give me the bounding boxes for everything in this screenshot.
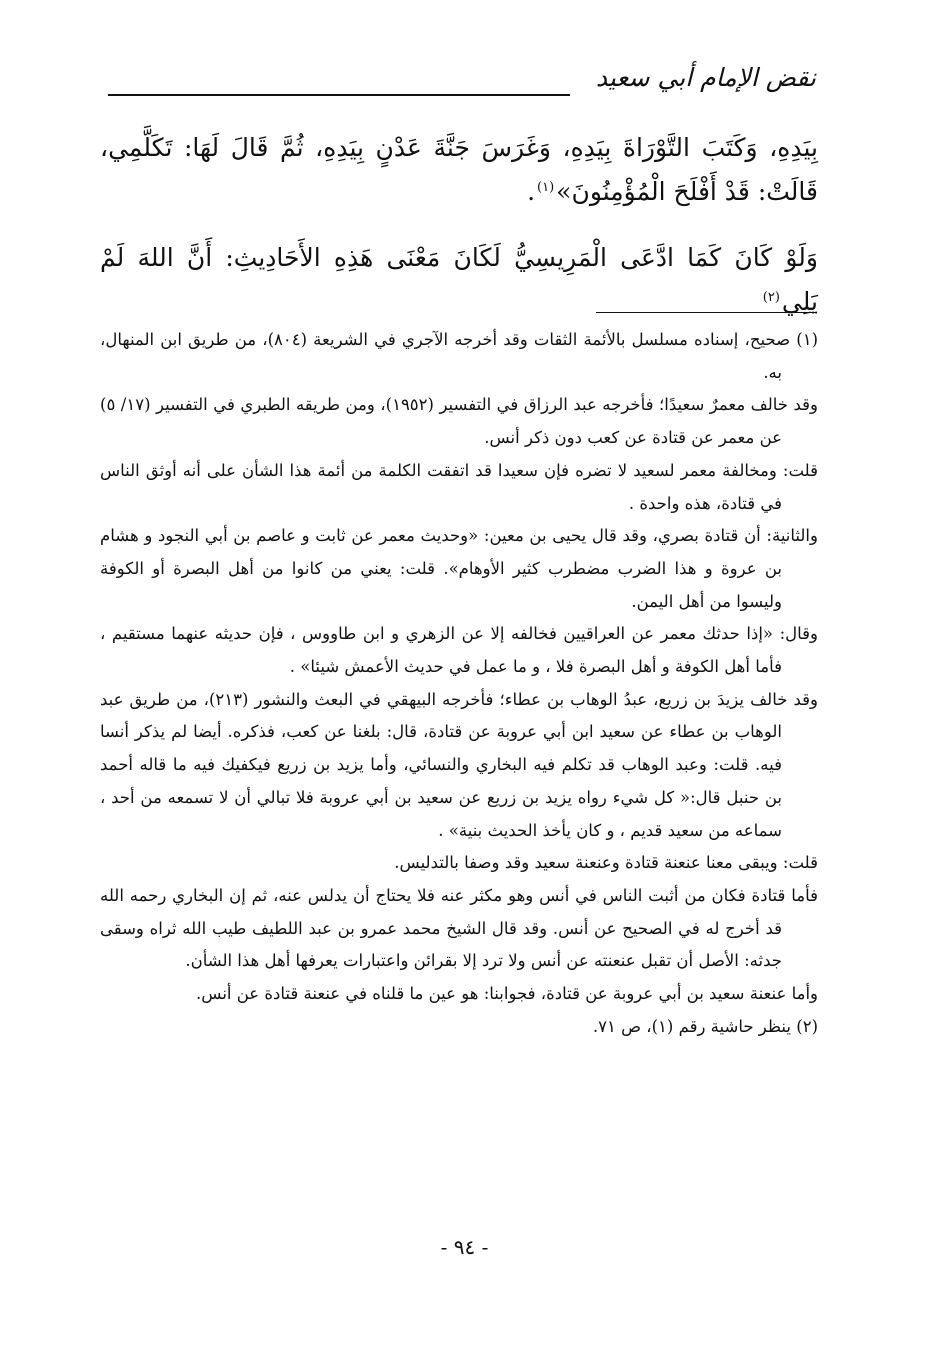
page-number: - ٩٤ - bbox=[440, 1235, 489, 1259]
main-text bbox=[100, 126, 818, 324]
footnote-paragraph: فأما قتادة فكان من أثبت الناس في أنس وهو مكثر عنه فلا يحتاج أن يدلس عنه، ثم إن البخاري رحمه الله قد أخرج له في الصحيح عن أنس. وقد قال الشيخ محمد عمرو بن عبد اللطيف طيب الله ثراه وسقى جدثه: الأصل أن تقبل عنعنته عن أنس ولا ترد إلا بقرائن واعتبارات يعرفها أهل هذا الشأن. bbox=[100, 885, 818, 971]
footnote-paragraph: وأما عنعنة سعيد بن أبي عروبة عن قتادة، فجوابنا: هو عين ما قلناه في عنعنة قتادة عن أنس. bbox=[196, 984, 818, 1004]
header-title: نقض الإمام أبي سعيد bbox=[595, 63, 816, 92]
footnote-paragraph: وقال: «إذا حدثك معمر عن العراقيين فخالفه إلا عن الزهري و ابن طاووس ، فإن حديثه عنهما مستقيم ، فأما أهل الكوفة و أهل البصرة فلا ، و ما عمل في حديث الأعمش شيئا» . bbox=[100, 624, 818, 677]
footnotes bbox=[100, 324, 818, 1043]
main-paragraph-2 bbox=[100, 236, 818, 324]
footnote-separator bbox=[596, 312, 816, 313]
footnote-1: (١) صحيح، إسناده مسلسل بالأئمة الثقات وقد أخرجه الآجري في الشريعة (٨٠٤)، من طريق ابن المنهال، به. bbox=[100, 330, 818, 382]
running-header bbox=[108, 60, 816, 100]
main-text-line-2: وَلَوْ كَانَ كَمَا ادَّعَى الْمَرِيسِيُّ لَكَانَ مَعْنَى هَذِهِ الأَحَادِيثِ: أَنَّ اللهَ لَمْ يَلِي bbox=[100, 243, 818, 316]
header-rule bbox=[108, 94, 570, 96]
footnote-paragraph: قلت: ويبقى معنا عنعنة قتادة وعنعنة سعيد وقد وصفا بالتدليس. bbox=[394, 853, 818, 873]
main-paragraph-1: بِيَدِهِ، وَكَتَبَ التَّوْرَاةَ بِيَدِهِ، وَغَرَسَ جَنَّةَ عَدْنٍ بِيَدِهِ، ثُمَّ قَالَ لَهَا: تَكَلَّمِي، قَالَتْ: قَدْ أَفْلَحَ الْمُؤْمِنُونَ»$^{(١)}$. bbox=[100, 133, 818, 206]
footnote-ref-1: (١) bbox=[537, 179, 555, 195]
footnote-ref-2: (٢) bbox=[762, 289, 780, 305]
main-text-line-1: بِيَدِهِ، وَكَتَبَ التَّوْرَاةَ بِيَدِهِ، وَغَرَسَ جَنَّةَ عَدْنٍ بِيَدِهِ، ثُمَّ قَالَ لَهَا: تَكَلَّمِي، قَالَتْ: قَدْ أَفْلَحَ الْمُؤْمِنُونَ» bbox=[100, 133, 818, 206]
footnote-paragraph: والثانية: أن قتادة بصري، وقد قال يحيى بن معين: «وحديث معمر عن ثابت و عاصم بن أبي النجود و هشام بن عروة و هذا الضرب مضطرب كثير الأوهام». قلت: يعني من كانوا من أهل البصرة أو الكوفة وليسوا من أهل اليمن. bbox=[100, 526, 818, 611]
footnote-paragraph: وقد خالف معمرٌ سعيدًا؛ فأخرجه عبد الرزاق في التفسير (١٩٥٢)، ومن طريقه الطبري في التفسير (١٧/ ٥) عن معمر عن قتادة عن كعب دون ذكر أنس. bbox=[100, 395, 819, 448]
footnote-paragraph: وقد خالف يزيدَ بن زريع، عبدُ الوهاب بن عطاء؛ فأخرجه البيهقي في البعث والنشور (٢١٣)، من طريق عبد الوهاب بن عطاء عن سعيد ابن أبي عروبة عن قتادة، قال: بلغنا عن كعب، فذكره. أيضا لم يذكر أنسا فيه. قلت: وعبد الوهاب قد تكلم فيه البخاري والنسائي، وأما يزيد بن زريع فيكفيك فيه ما قاله أحمد بن حنبل قال:« كل شيء رواه يزيد بن زريع عن سعيد بن أبي عروبة فلا تبالي أن لا تسمعه من أحد ، سماعه من سعيد قديم ، و كان يأخذ الحديث بنية» . bbox=[100, 689, 818, 840]
footnote-2: (٢) ينظر حاشية رقم (١)، ص ٧١. bbox=[592, 1016, 818, 1036]
footnote-paragraph: قلت: ومخالفة معمر لسعيد لا تضره فإن سعيدا قد اتفقت الكلمة من أئمة هذا الشأن على أنه أوثق الناس في قتادة، هذه واحدة . bbox=[100, 460, 818, 513]
